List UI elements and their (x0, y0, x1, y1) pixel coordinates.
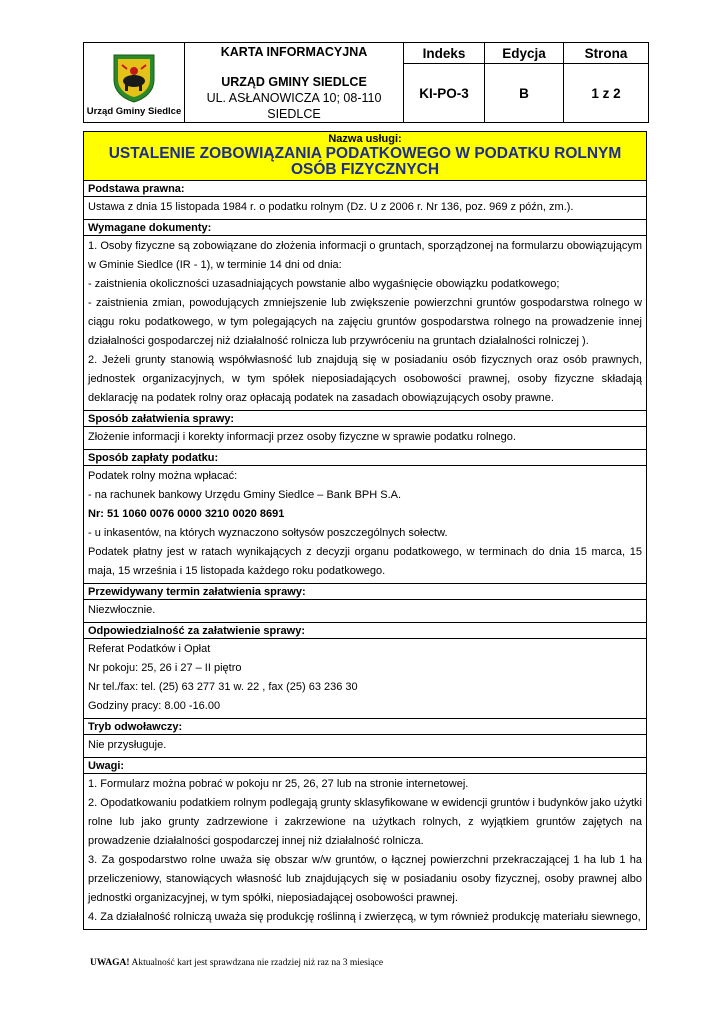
section-body (84, 734, 646, 757)
section-paragraph: - zaistnienia okoliczności uzasadniających powstanie albo wygaśnięcie obowiązku podatkowego; (88, 278, 560, 290)
section-heading: Podstawa prawna: (88, 183, 185, 195)
section-body (84, 773, 646, 929)
section-paragraph: Nie przysługuje. (88, 739, 167, 751)
section-body (84, 465, 646, 583)
service-title: USTALENIE ZOBOWIĄZANIA PODATKOWEGO W PODATKU ROLNYM OSÓB FIZYCZNYCH (108, 145, 622, 178)
logo-caption: Urząd Gminy Siedlce (86, 106, 182, 117)
section-heading: Uwagi: (84, 757, 646, 773)
section-paragraph: - zaistnienia zmian, powodujących zmniejszenie lub zwiększenie powierzchni gruntów gospodarstwa rolnego w ciągu roku podatkowego, w tym polegających na zajęciu gruntów gospodarstwa rolnego na prowadzenie innej działalności gospodarczej niż działalność rolnicza lub przywróceniu na gruntach działalności rolniczej ). (88, 297, 642, 347)
section-paragraph: Referat Podatków i Opłat (88, 643, 211, 655)
footer-label: UWAGA! (90, 958, 130, 968)
section-paragraph: Nr pokoju: 25, 26 i 27 – II piętro (88, 662, 242, 674)
page-value: 1 z 2 (564, 64, 649, 123)
section-body (84, 599, 646, 622)
office-name: URZĄD GMINY SIEDLCE (221, 74, 367, 89)
section-paragraph: - na rachunek bankowy Urzędu Gminy Siedlce – Bank BPH S.A. (88, 489, 402, 501)
sections (84, 181, 646, 929)
edition-label: Edycja (485, 43, 564, 64)
footer-text: Aktualność kart jest sprawdzana nie rzadziej niż raz na 3 miesiące (131, 958, 384, 968)
header-table (83, 42, 649, 123)
section-paragraph: Podatek rolny można wpłacać: (88, 470, 238, 482)
info-card (83, 131, 647, 930)
logo-cell (84, 43, 185, 123)
section-paragraph: 4. Za działalność rolniczą uważa się produkcję roślinną i zwierzęcą, w tym również produkcję materiału siewnego, (88, 911, 641, 923)
section-paragraph: 2. Opodatkowaniu podatkiem rolnym podlegają grunty sklasyfikowane w ewidencji gruntów i budynków jako użytki rolne lub jako grunty zadrzewione i zakrzewione na użytkach rolnych, z wyjątkiem gruntów zajętych na prowadzenie działalności gospodarczej innej niż działalność rolnicza. (88, 797, 642, 847)
title-cell (185, 43, 404, 123)
coat-of-arms-icon (110, 52, 158, 104)
section-body (84, 638, 646, 718)
section-body (84, 426, 646, 449)
office-address: UL. ASŁANOWICZA 10; 08-110 SIEDLCE (206, 90, 382, 121)
service-label: Nazwa usługi: (328, 133, 402, 145)
bank-account-number: Nr: 51 1060 0076 0000 3210 0020 8691 (88, 508, 285, 520)
section-paragraph: Godziny pracy: 8.00 -16.00 (88, 700, 221, 712)
card-title: KARTA INFORMACYJNA (220, 44, 368, 59)
index-value: KI-PO-3 (404, 64, 485, 123)
section-body (84, 235, 646, 410)
section-heading: Tryb odwoławczy: (84, 718, 646, 734)
section-heading: Sposób załatwienia sprawy: (84, 410, 646, 426)
section-paragraph: Nr tel./fax: tel. (25) 63 277 31 w. 22 , fax (25) 63 236 30 (88, 681, 358, 693)
section-paragraph: - u inkasentów, na których wyznaczono sołtysów poszczególnych sołectw. (88, 527, 448, 539)
section-paragraph: 3. Za gospodarstwo rolne uważa się obszar w/w gruntów, o łącznej powierzchni przekraczającej 1 ha lub 1 ha przeliczeniowy, stanowiących własność lub znajdujących się w posiadaniu osoby fizycznej, osoby prawnej albo jednostki organizacyjnej, w tym spółki, nieposiadającej osobowości prawnej. (88, 854, 642, 904)
section-heading: Przewidywany termin załatwienia sprawy: (84, 583, 646, 599)
index-label: Indeks (404, 43, 485, 64)
edition-value: B (485, 64, 564, 123)
section-heading: Wymagane dokumenty: (84, 219, 646, 235)
section-paragraph: 1. Formularz można pobrać w pokoju nr 25, 26, 27 lub na stronie internetowej. (88, 778, 469, 790)
footer-note (90, 958, 383, 968)
section-paragraph: 2. Jeżeli grunty stanowią współwłasność lub znajdują się w posiadaniu osób fizycznych oraz osób prawnych, jednostek organizacyjnych, w tym spółek nieposiadających osobowości prawnej, osoby fizyczne składają deklarację na podatek rolny oraz opłacają podatek na zasadach obowiązujących osoby prawne. (88, 354, 642, 404)
service-name-box (84, 132, 646, 181)
section-paragraph: Ustawa z dnia 15 listopada 1984 r. o podatku rolnym (Dz. U z 2006 r. Nr 136, poz. 969 z późn, zm.). (88, 201, 574, 213)
section-paragraph: 1. Osoby fizyczne są zobowiązane do złożenia informacji o gruntach, sporządzonej na formularzu obowiązującym w Gminie Siedlce (IR - 1), w terminie 14 dni od dnia: (88, 240, 642, 271)
section-heading: Sposób zapłaty podatku: (84, 449, 646, 465)
section-paragraph: Podatek płatny jest w ratach wynikających z decyzji organu podatkowego, w terminach do dnia 15 marca, 15 maja, 15 września i 15 listopada każdego roku podatkowego. (88, 546, 642, 577)
section-paragraph: Niezwłocznie. (88, 604, 156, 616)
section-heading: Odpowiedzialność za załatwienie sprawy: (84, 622, 646, 638)
section-body (84, 196, 646, 219)
section-paragraph: Złożenie informacji i korekty informacji przez osoby fizyczne w sprawie podatku rolnego. (88, 431, 516, 443)
page-label: Strona (564, 43, 649, 64)
